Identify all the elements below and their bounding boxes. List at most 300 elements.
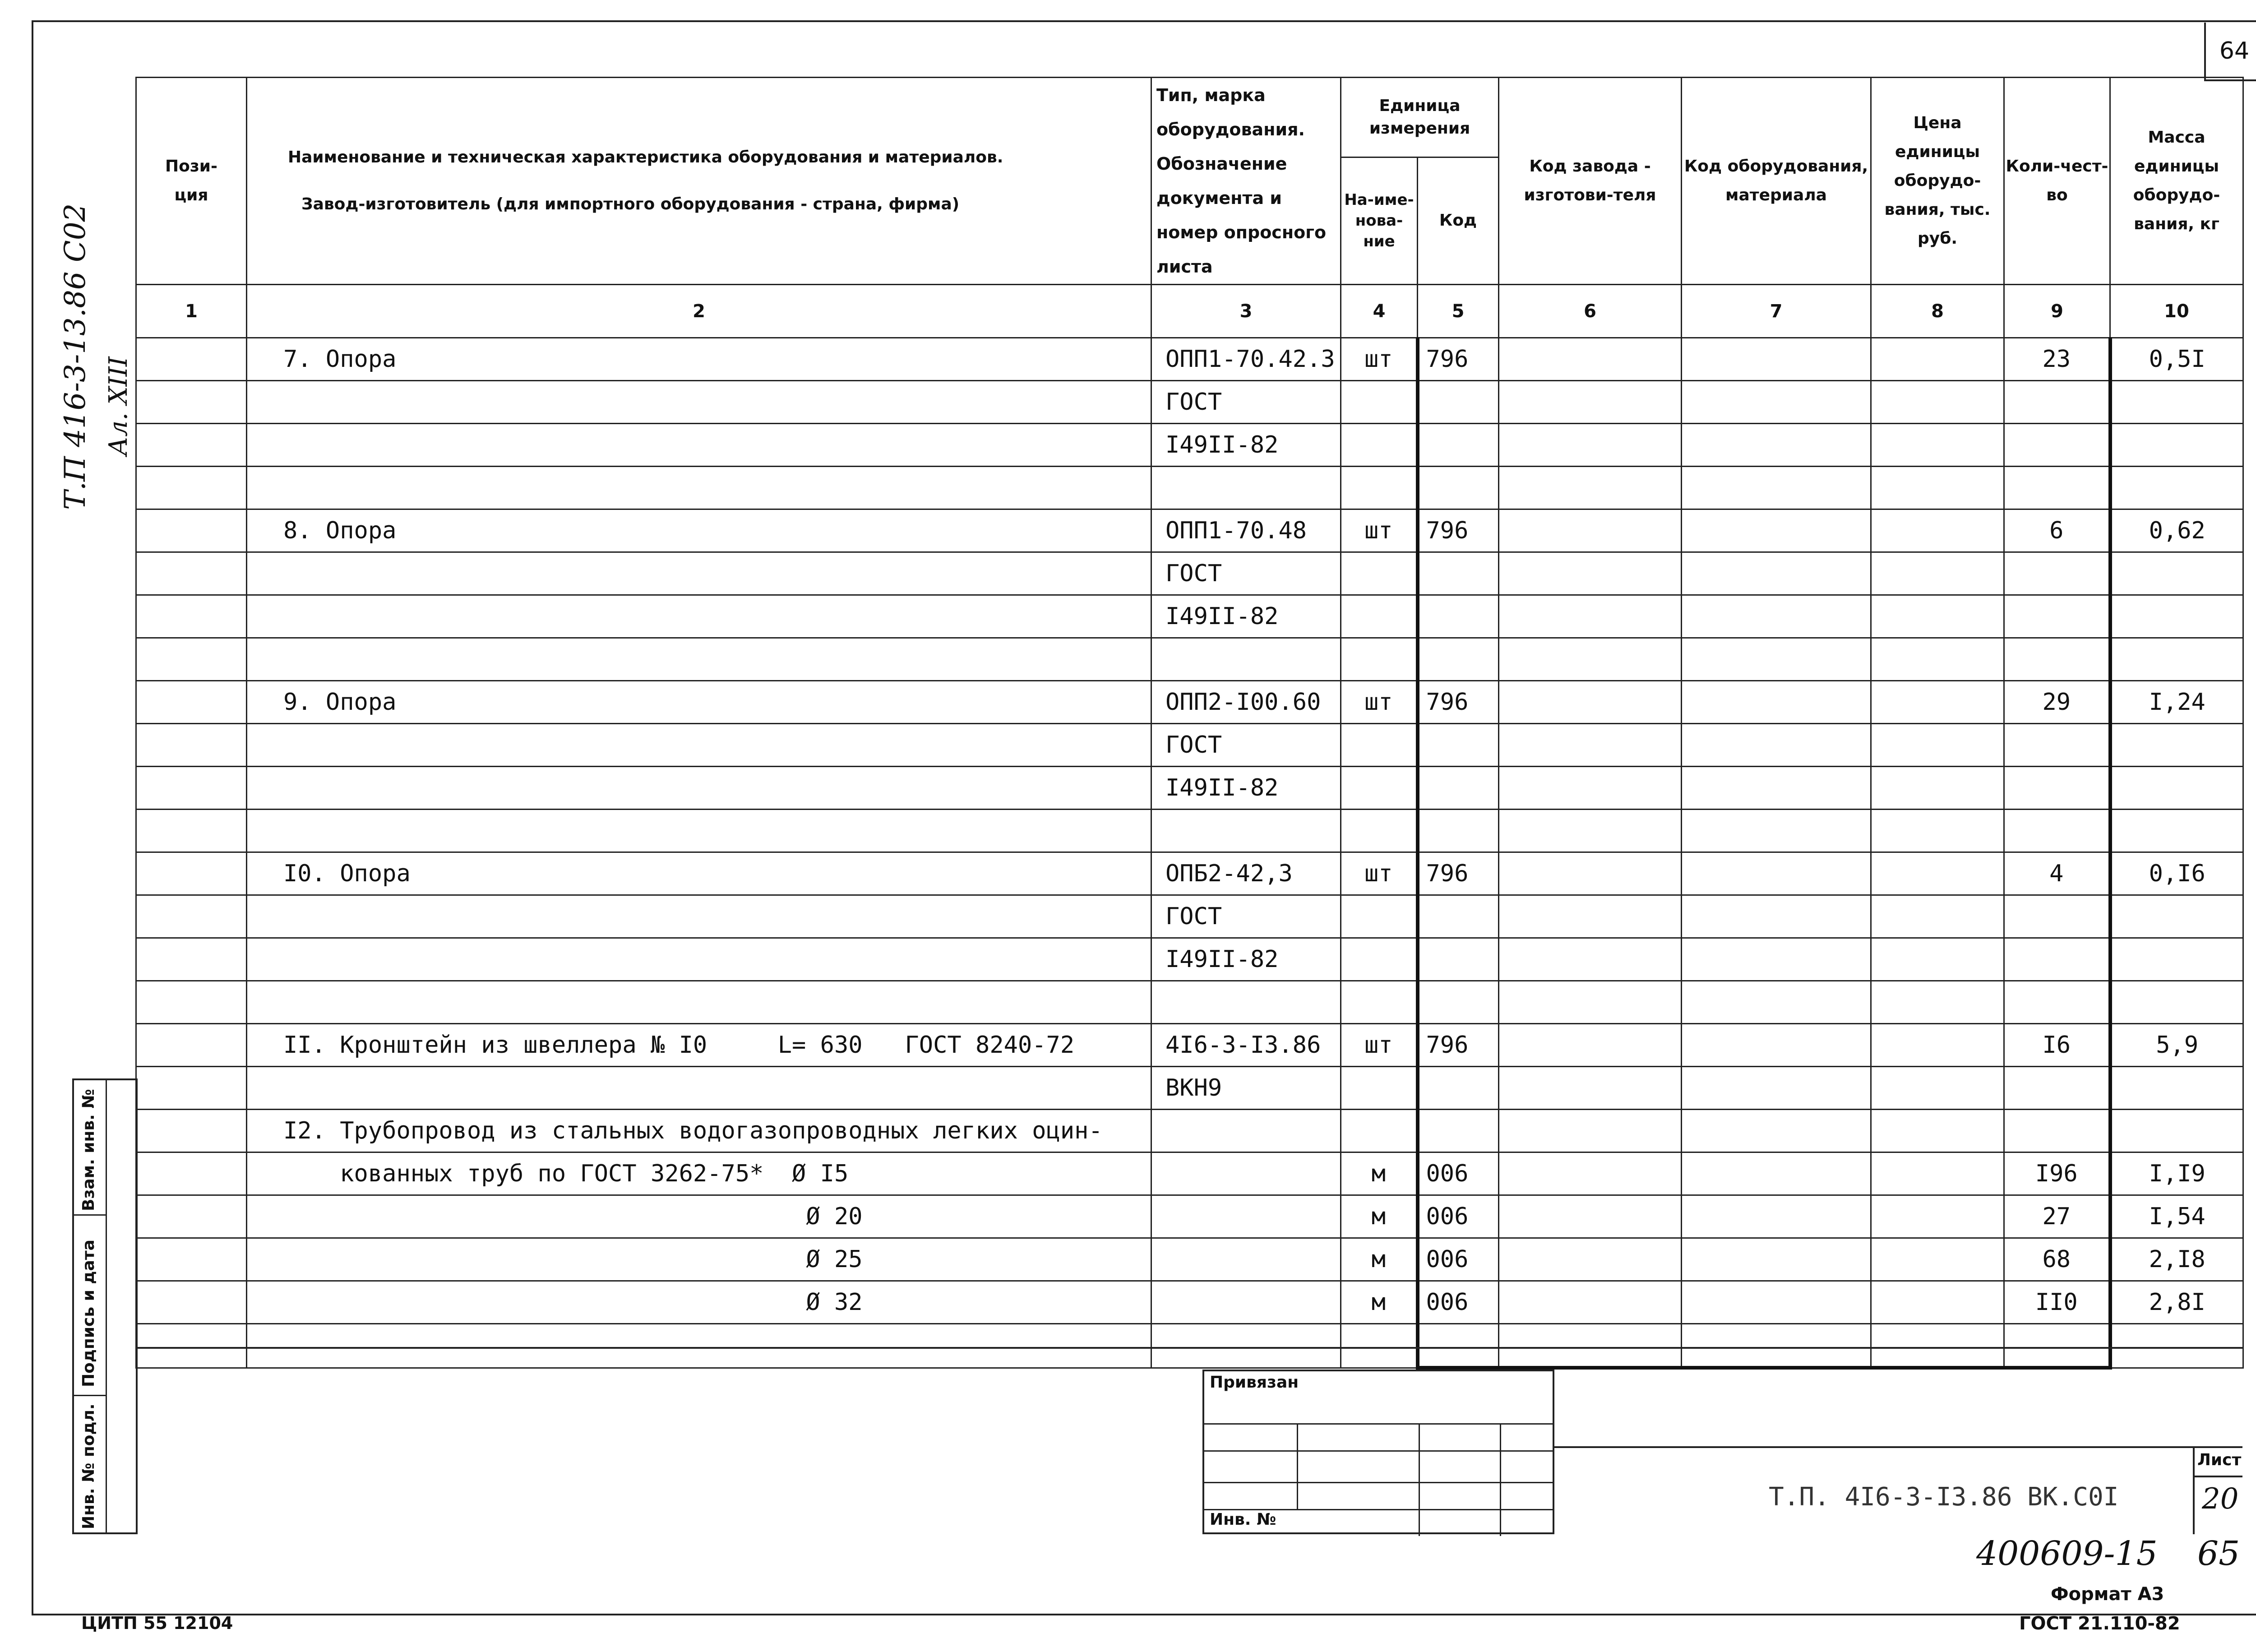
factory-code-cell xyxy=(1499,810,1682,852)
price-cell xyxy=(1871,681,2004,724)
type-cell xyxy=(1151,1195,1341,1238)
quantity-cell: I96 xyxy=(2004,1152,2110,1195)
unit-cell xyxy=(1341,424,1418,467)
mass-cell xyxy=(2110,895,2243,938)
price-cell xyxy=(1871,810,2004,852)
factory-code-cell xyxy=(1499,1067,1682,1110)
mass-cell xyxy=(2110,595,2243,638)
name-cell: II. Кронштейн из швеллера № I0 L= 630 ГОСТ 8240-72 xyxy=(247,1024,1151,1067)
header-position-text: Пози- ция xyxy=(165,157,217,204)
price-cell xyxy=(1871,552,2004,595)
position-cell xyxy=(136,938,247,981)
type-cell xyxy=(1151,1238,1341,1281)
name-cell xyxy=(247,552,1151,595)
col-num-1: 1 xyxy=(136,285,247,338)
unit-cell xyxy=(1341,638,1418,681)
equipment-code-cell xyxy=(1682,852,1871,895)
mass-cell xyxy=(2110,724,2243,767)
position-cell xyxy=(136,638,247,681)
table-row xyxy=(136,1024,2243,1067)
position-cell xyxy=(136,724,247,767)
unit-code-cell xyxy=(1418,724,1499,767)
type-cell: 4I6-3-I3.86 xyxy=(1151,1024,1341,1067)
position-cell xyxy=(136,509,247,552)
table-row xyxy=(136,895,2243,938)
factory-code-cell xyxy=(1499,767,1682,810)
side-note-sub: Ал. XIII xyxy=(104,356,133,456)
equipment-code-cell xyxy=(1682,467,1871,509)
equipment-code-cell xyxy=(1682,552,1871,595)
name-cell xyxy=(247,381,1151,424)
position-cell xyxy=(136,467,247,509)
footer-left: ЦИТП 55 12104 xyxy=(81,1613,233,1633)
table-row xyxy=(136,467,2243,509)
quantity-cell xyxy=(2004,467,2110,509)
unit-code-cell: 796 xyxy=(1418,681,1499,724)
position-cell xyxy=(136,1110,247,1152)
factory-code-cell xyxy=(1499,638,1682,681)
price-cell xyxy=(1871,938,2004,981)
name-cell xyxy=(247,767,1151,810)
factory-code-cell xyxy=(1499,681,1682,724)
type-cell xyxy=(1151,638,1341,681)
price-cell xyxy=(1871,509,2004,552)
name-cell xyxy=(247,810,1151,852)
factory-code-cell xyxy=(1499,552,1682,595)
unit-code-cell: 006 xyxy=(1418,1281,1499,1324)
name-cell xyxy=(247,981,1151,1024)
type-cell: I49II-82 xyxy=(1151,938,1341,981)
equipment-code-cell xyxy=(1682,681,1871,724)
col-num-4: 4 xyxy=(1341,285,1418,338)
factory-code-cell xyxy=(1499,381,1682,424)
column-numbers-row xyxy=(136,285,2243,338)
name-cell: Ø 25 xyxy=(247,1238,1151,1281)
position-cell xyxy=(136,810,247,852)
type-cell: ОПП1-70.48 xyxy=(1151,509,1341,552)
name-cell xyxy=(247,895,1151,938)
price-cell xyxy=(1871,1110,2004,1152)
mass-cell xyxy=(2110,938,2243,981)
inv-no-label: Инв. № xyxy=(1210,1510,1276,1529)
equipment-code-cell xyxy=(1682,1238,1871,1281)
stamp-vline xyxy=(1419,1423,1420,1536)
type-cell xyxy=(1151,467,1341,509)
unit-cell xyxy=(1341,938,1418,981)
price-cell xyxy=(1871,981,2004,1024)
quantity-cell xyxy=(2004,638,2110,681)
quantity-cell: 6 xyxy=(2004,509,2110,552)
price-cell xyxy=(1871,638,2004,681)
table-row xyxy=(136,509,2243,552)
quantity-cell: 4 xyxy=(2004,852,2110,895)
specification-table xyxy=(135,77,2244,1370)
factory-code-cell xyxy=(1499,338,1682,381)
mass-cell: I,I9 xyxy=(2110,1152,2243,1195)
unit-cell xyxy=(1341,810,1418,852)
position-cell xyxy=(136,1238,247,1281)
unit-code-cell: 006 xyxy=(1418,1238,1499,1281)
name-cell: Ø 20 xyxy=(247,1195,1151,1238)
position-cell xyxy=(136,852,247,895)
mass-cell: 0,5I xyxy=(2110,338,2243,381)
equipment-code-cell xyxy=(1682,381,1871,424)
unit-cell xyxy=(1341,1110,1418,1152)
factory-code-cell xyxy=(1499,424,1682,467)
factory-code-cell xyxy=(1499,595,1682,638)
mass-cell: 2,I8 xyxy=(2110,1238,2243,1281)
name-cell: кованных труб по ГОСТ 3262-75* Ø I5 xyxy=(247,1152,1151,1195)
name-cell: 7. Опора xyxy=(247,338,1151,381)
unit-code-cell xyxy=(1418,810,1499,852)
type-cell: ОПБ2-42,3 xyxy=(1151,852,1341,895)
mass-cell xyxy=(2110,1110,2243,1152)
header-position xyxy=(136,78,247,285)
type-cell: ГОСТ xyxy=(1151,552,1341,595)
position-cell xyxy=(136,338,247,381)
position-cell xyxy=(136,381,247,424)
price-cell xyxy=(1871,1195,2004,1238)
title-block-line xyxy=(2193,1476,2242,1477)
unit-cell xyxy=(1341,767,1418,810)
position-cell xyxy=(136,1281,247,1324)
type-cell: I49II-82 xyxy=(1151,595,1341,638)
unit-code-cell xyxy=(1418,1067,1499,1110)
type-cell xyxy=(1151,1152,1341,1195)
type-cell xyxy=(1151,1281,1341,1324)
side-stamp-divider xyxy=(106,1080,107,1532)
price-cell xyxy=(1871,381,2004,424)
position-cell xyxy=(136,767,247,810)
mass-cell: 5,9 xyxy=(2110,1024,2243,1067)
header-mass-text: Масса единицы оборудо-вания, кг xyxy=(2133,128,2220,233)
position-cell xyxy=(136,681,247,724)
type-cell: ГОСТ xyxy=(1151,381,1341,424)
equipment-code-cell xyxy=(1682,1067,1871,1110)
factory-code-cell xyxy=(1499,981,1682,1024)
quantity-cell xyxy=(2004,767,2110,810)
header-name-line1: Наименование и техническая характеристика оборудования и материалов. xyxy=(288,148,1003,167)
name-cell xyxy=(247,424,1151,467)
equipment-code-cell xyxy=(1682,338,1871,381)
header-name-line2: Завод-изготовитель (для импортного оборудования - страна, фирма) xyxy=(301,195,960,213)
factory-code-cell xyxy=(1499,467,1682,509)
footer-gost: ГОСТ 21.110-82 xyxy=(2019,1613,2180,1634)
unit-cell: м xyxy=(1341,1238,1418,1281)
price-cell xyxy=(1871,1067,2004,1110)
equipment-code-cell xyxy=(1682,938,1871,981)
header-type xyxy=(1151,78,1341,285)
table-row xyxy=(136,1195,2243,1238)
factory-code-cell xyxy=(1499,1238,1682,1281)
header-quantity-text: Коли-чест-во xyxy=(2006,157,2108,204)
unit-code-cell: 006 xyxy=(1418,1195,1499,1238)
equipment-code-cell xyxy=(1682,1024,1871,1067)
page-number: 64 xyxy=(2204,23,2256,81)
privyazan-label: Привязан xyxy=(1210,1373,1299,1392)
title-block-vline xyxy=(2193,1446,2195,1534)
quantity-cell xyxy=(2004,424,2110,467)
quantity-cell xyxy=(2004,552,2110,595)
position-cell xyxy=(136,424,247,467)
type-cell: ОПП2-I00.60 xyxy=(1151,681,1341,724)
mass-cell: I,24 xyxy=(2110,681,2243,724)
type-cell: I49II-82 xyxy=(1151,767,1341,810)
unit-code-cell xyxy=(1418,767,1499,810)
side-note-text: Т.П 416-3-13.86 С02 xyxy=(59,203,92,510)
equipment-code-cell xyxy=(1682,509,1871,552)
table-row xyxy=(136,552,2243,595)
equipment-code-cell xyxy=(1682,1152,1871,1195)
equipment-code-cell xyxy=(1682,424,1871,467)
quantity-cell: II0 xyxy=(2004,1281,2110,1324)
header-factory-code xyxy=(1499,78,1682,285)
name-cell xyxy=(247,595,1151,638)
price-cell xyxy=(1871,724,2004,767)
table-row xyxy=(136,852,2243,895)
mass-cell xyxy=(2110,810,2243,852)
quantity-cell xyxy=(2004,1067,2110,1110)
price-cell xyxy=(1871,1152,2004,1195)
unit-cell xyxy=(1341,1067,1418,1110)
col-num-3: 3 xyxy=(1151,285,1341,338)
side-label-inv: Инв. № подл. xyxy=(79,1403,98,1529)
table-row xyxy=(136,595,2243,638)
quantity-cell xyxy=(2004,595,2110,638)
unit-cell: м xyxy=(1341,1152,1418,1195)
table-row xyxy=(136,981,2243,1024)
unit-cell: шт xyxy=(1341,681,1418,724)
factory-code-cell xyxy=(1499,724,1682,767)
mass-cell xyxy=(2110,467,2243,509)
table-row xyxy=(136,1067,2243,1110)
price-cell xyxy=(1871,424,2004,467)
table-row xyxy=(136,381,2243,424)
type-cell: ГОСТ xyxy=(1151,895,1341,938)
quantity-cell xyxy=(2004,1110,2110,1152)
handwritten-page: 65 xyxy=(2197,1534,2240,1573)
quantity-cell: 27 xyxy=(2004,1195,2110,1238)
unit-cell xyxy=(1341,724,1418,767)
unit-code-cell: 796 xyxy=(1418,338,1499,381)
mass-cell: 0,I6 xyxy=(2110,852,2243,895)
quantity-cell xyxy=(2004,895,2110,938)
unit-cell: шт xyxy=(1341,338,1418,381)
position-cell xyxy=(136,981,247,1024)
header-equipment-code-text: Код оборудования, материала xyxy=(1684,157,1868,204)
side-label-vzam: Взам. инв. № xyxy=(79,1089,98,1211)
name-cell xyxy=(247,938,1151,981)
unit-code-cell xyxy=(1418,638,1499,681)
name-cell: 9. Опора xyxy=(247,681,1151,724)
header-price xyxy=(1871,78,2004,285)
quantity-cell: 23 xyxy=(2004,338,2110,381)
name-cell xyxy=(247,638,1151,681)
name-cell xyxy=(247,1067,1151,1110)
mass-cell xyxy=(2110,981,2243,1024)
factory-code-cell xyxy=(1499,1110,1682,1152)
unit-code-cell xyxy=(1418,1110,1499,1152)
name-cell: I2. Трубопровод из стальных водогазопроводных легких оцин- xyxy=(247,1110,1151,1152)
price-cell xyxy=(1871,595,2004,638)
quantity-cell: 29 xyxy=(2004,681,2110,724)
privyazan-box xyxy=(1202,1370,1554,1534)
price-cell xyxy=(1871,767,2004,810)
equipment-code-cell xyxy=(1682,595,1871,638)
name-cell xyxy=(247,467,1151,509)
mass-cell: 2,8I xyxy=(2110,1281,2243,1324)
table-row xyxy=(136,724,2243,767)
mass-cell xyxy=(2110,767,2243,810)
price-cell xyxy=(1871,1238,2004,1281)
header-equipment-code xyxy=(1682,78,1871,285)
document-code: Т.П. 4I6-3-I3.86 ВК.С0I xyxy=(1769,1482,2119,1512)
side-stamp xyxy=(72,1078,138,1534)
price-cell xyxy=(1871,338,2004,381)
type-cell: I49II-82 xyxy=(1151,424,1341,467)
unit-cell xyxy=(1341,595,1418,638)
col-num-5: 5 xyxy=(1418,285,1499,338)
equipment-code-cell xyxy=(1682,767,1871,810)
factory-code-cell xyxy=(1499,509,1682,552)
header-type-text: Тип, марка оборудования. Обозначение документа и номер опросного листа xyxy=(1156,85,1327,277)
col-num-2: 2 xyxy=(247,285,1151,338)
header-unit-group: Единица измерения xyxy=(1341,78,1499,157)
table-row xyxy=(136,810,2243,852)
unit-cell: шт xyxy=(1341,852,1418,895)
mass-cell xyxy=(2110,552,2243,595)
type-cell: ВКН9 xyxy=(1151,1067,1341,1110)
unit-code-cell xyxy=(1418,595,1499,638)
equipment-code-cell xyxy=(1682,1281,1871,1324)
price-cell xyxy=(1871,1281,2004,1324)
unit-cell: шт xyxy=(1341,1024,1418,1067)
equipment-code-cell xyxy=(1682,895,1871,938)
unit-code-cell xyxy=(1418,381,1499,424)
name-cell: 8. Опора xyxy=(247,509,1151,552)
equipment-code-cell xyxy=(1682,981,1871,1024)
equipment-code-cell xyxy=(1682,1110,1871,1152)
factory-code-cell xyxy=(1499,852,1682,895)
table-row xyxy=(136,681,2243,724)
factory-code-cell xyxy=(1499,1024,1682,1067)
col-num-7: 7 xyxy=(1682,285,1871,338)
position-cell xyxy=(136,595,247,638)
table-row xyxy=(136,424,2243,467)
factory-code-cell xyxy=(1499,1281,1682,1324)
equipment-code-cell xyxy=(1682,810,1871,852)
position-cell xyxy=(136,1024,247,1067)
position-cell xyxy=(136,895,247,938)
stamp-vline xyxy=(1500,1423,1501,1536)
table-row xyxy=(136,638,2243,681)
position-cell xyxy=(136,1152,247,1195)
factory-code-cell xyxy=(1499,1195,1682,1238)
side-note xyxy=(59,204,92,510)
name-cell: Ø 32 xyxy=(247,1281,1151,1324)
name-cell xyxy=(247,724,1151,767)
col-num-10: 10 xyxy=(2110,285,2243,338)
mass-cell xyxy=(2110,381,2243,424)
unit-code-cell: 796 xyxy=(1418,509,1499,552)
type-cell: ОПП1-70.42.3 xyxy=(1151,338,1341,381)
quantity-cell: 68 xyxy=(2004,1238,2110,1281)
unit-code-cell xyxy=(1418,424,1499,467)
price-cell xyxy=(1871,852,2004,895)
type-cell xyxy=(1151,810,1341,852)
unit-cell xyxy=(1341,981,1418,1024)
type-cell xyxy=(1151,981,1341,1024)
stamp-vline xyxy=(1297,1423,1298,1509)
unit-cell: шт xyxy=(1341,509,1418,552)
list-number: 20 xyxy=(2202,1482,2239,1516)
unit-cell xyxy=(1341,467,1418,509)
mass-cell xyxy=(2110,1067,2243,1110)
table-row xyxy=(136,767,2243,810)
type-cell: ГОСТ xyxy=(1151,724,1341,767)
quantity-cell: I6 xyxy=(2004,1024,2110,1067)
unit-code-cell xyxy=(1418,552,1499,595)
mass-cell: 0,62 xyxy=(2110,509,2243,552)
header-price-text: Цена единицы оборудо-вания, тыс. руб. xyxy=(1884,114,1991,248)
format-label: Формат А3 xyxy=(2051,1584,2164,1605)
mass-cell xyxy=(2110,638,2243,681)
equipment-code-cell xyxy=(1682,724,1871,767)
factory-code-cell xyxy=(1499,938,1682,981)
table-row xyxy=(136,1110,2243,1152)
mass-cell xyxy=(2110,424,2243,467)
header-mass xyxy=(2110,78,2243,285)
table-row xyxy=(136,1152,2243,1195)
mass-cell: I,54 xyxy=(2110,1195,2243,1238)
price-cell xyxy=(1871,1024,2004,1067)
unit-cell xyxy=(1341,895,1418,938)
header-name xyxy=(247,78,1151,285)
name-cell: I0. Опора xyxy=(247,852,1151,895)
unit-cell xyxy=(1341,381,1418,424)
table-row xyxy=(136,1238,2243,1281)
unit-code-cell: 796 xyxy=(1418,852,1499,895)
position-cell xyxy=(136,1195,247,1238)
quantity-cell xyxy=(2004,938,2110,981)
quantity-cell xyxy=(2004,724,2110,767)
unit-cell: м xyxy=(1341,1281,1418,1324)
title-block-line xyxy=(1554,1446,2242,1448)
header-factory-code-text: Код завода - изготови-теля xyxy=(1524,157,1656,204)
quantity-cell xyxy=(2004,810,2110,852)
type-cell xyxy=(1151,1110,1341,1152)
unit-code-cell xyxy=(1418,938,1499,981)
col-num-6: 6 xyxy=(1499,285,1682,338)
position-cell xyxy=(136,552,247,595)
unit-code-cell xyxy=(1418,895,1499,938)
header-unit-name xyxy=(1341,157,1418,284)
price-cell xyxy=(1871,895,2004,938)
side-label-podpis: Подпись и дата xyxy=(79,1240,98,1387)
factory-code-cell xyxy=(1499,1152,1682,1195)
quantity-cell xyxy=(2004,981,2110,1024)
unit-cell xyxy=(1341,552,1418,595)
header-unit-name-text: На-име-нова-ние xyxy=(1344,191,1414,251)
table-row xyxy=(136,938,2243,981)
unit-code-cell: 796 xyxy=(1418,1024,1499,1067)
unit-code-cell: 006 xyxy=(1418,1152,1499,1195)
col-num-9: 9 xyxy=(2004,285,2110,338)
unit-cell: м xyxy=(1341,1195,1418,1238)
price-cell xyxy=(1871,467,2004,509)
position-cell xyxy=(136,1067,247,1110)
equipment-code-cell xyxy=(1682,638,1871,681)
